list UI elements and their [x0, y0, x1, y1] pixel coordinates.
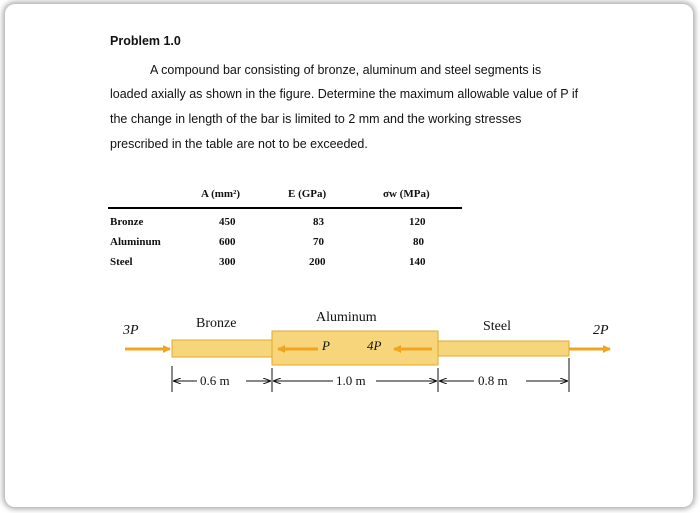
dim-label-steel: 0.8 m [478, 373, 508, 388]
cell-steel-area: 300 [219, 256, 236, 268]
cell-steel-stress: 140 [409, 256, 426, 268]
problem-text-line-1: A compound bar consisting of bronze, aluminum and steel segments is [150, 63, 542, 77]
cell-bronze-stress: 120 [409, 216, 426, 228]
header-area: A (mm²) [201, 188, 241, 200]
label-load-right: 2P [593, 323, 609, 338]
label-load-4p: 4P [367, 338, 382, 353]
header-modulus: E (GPa) [288, 188, 327, 200]
cell-bronze-modulus: 83 [313, 216, 324, 228]
segment-bronze [172, 340, 272, 357]
problem-title: Problem 1.0 [110, 34, 181, 48]
cell-steel-modulus: 200 [309, 256, 326, 268]
label-load-p: P [322, 338, 330, 353]
problem-text-line-4: prescribed in the table are not to be exceeded. [110, 137, 368, 151]
cell-aluminum-area: 600 [219, 236, 236, 248]
label-load-left: 3P [123, 323, 139, 338]
row-label-steel: Steel [110, 256, 133, 268]
problem-text-line-2: loaded axially as shown in the figure. Determine the maximum allowable value of P if [110, 87, 579, 101]
label-bronze: Bronze [196, 316, 237, 331]
dim-label-aluminum: 1.0 m [336, 373, 366, 388]
problem-text-line-3: the change in length of the bar is limited to 2 mm and the working stresses [110, 112, 522, 126]
cell-aluminum-stress: 80 [413, 236, 424, 248]
header-stress: σw (MPa) [383, 188, 430, 200]
row-label-aluminum: Aluminum [110, 236, 161, 248]
cell-aluminum-modulus: 70 [313, 236, 324, 248]
row-label-bronze: Bronze [110, 216, 144, 228]
label-steel: Steel [483, 319, 511, 334]
label-aluminum: Aluminum [316, 310, 377, 325]
dim-label-bronze: 0.6 m [200, 373, 230, 388]
cell-bronze-area: 450 [219, 216, 236, 228]
segment-steel [438, 341, 569, 356]
